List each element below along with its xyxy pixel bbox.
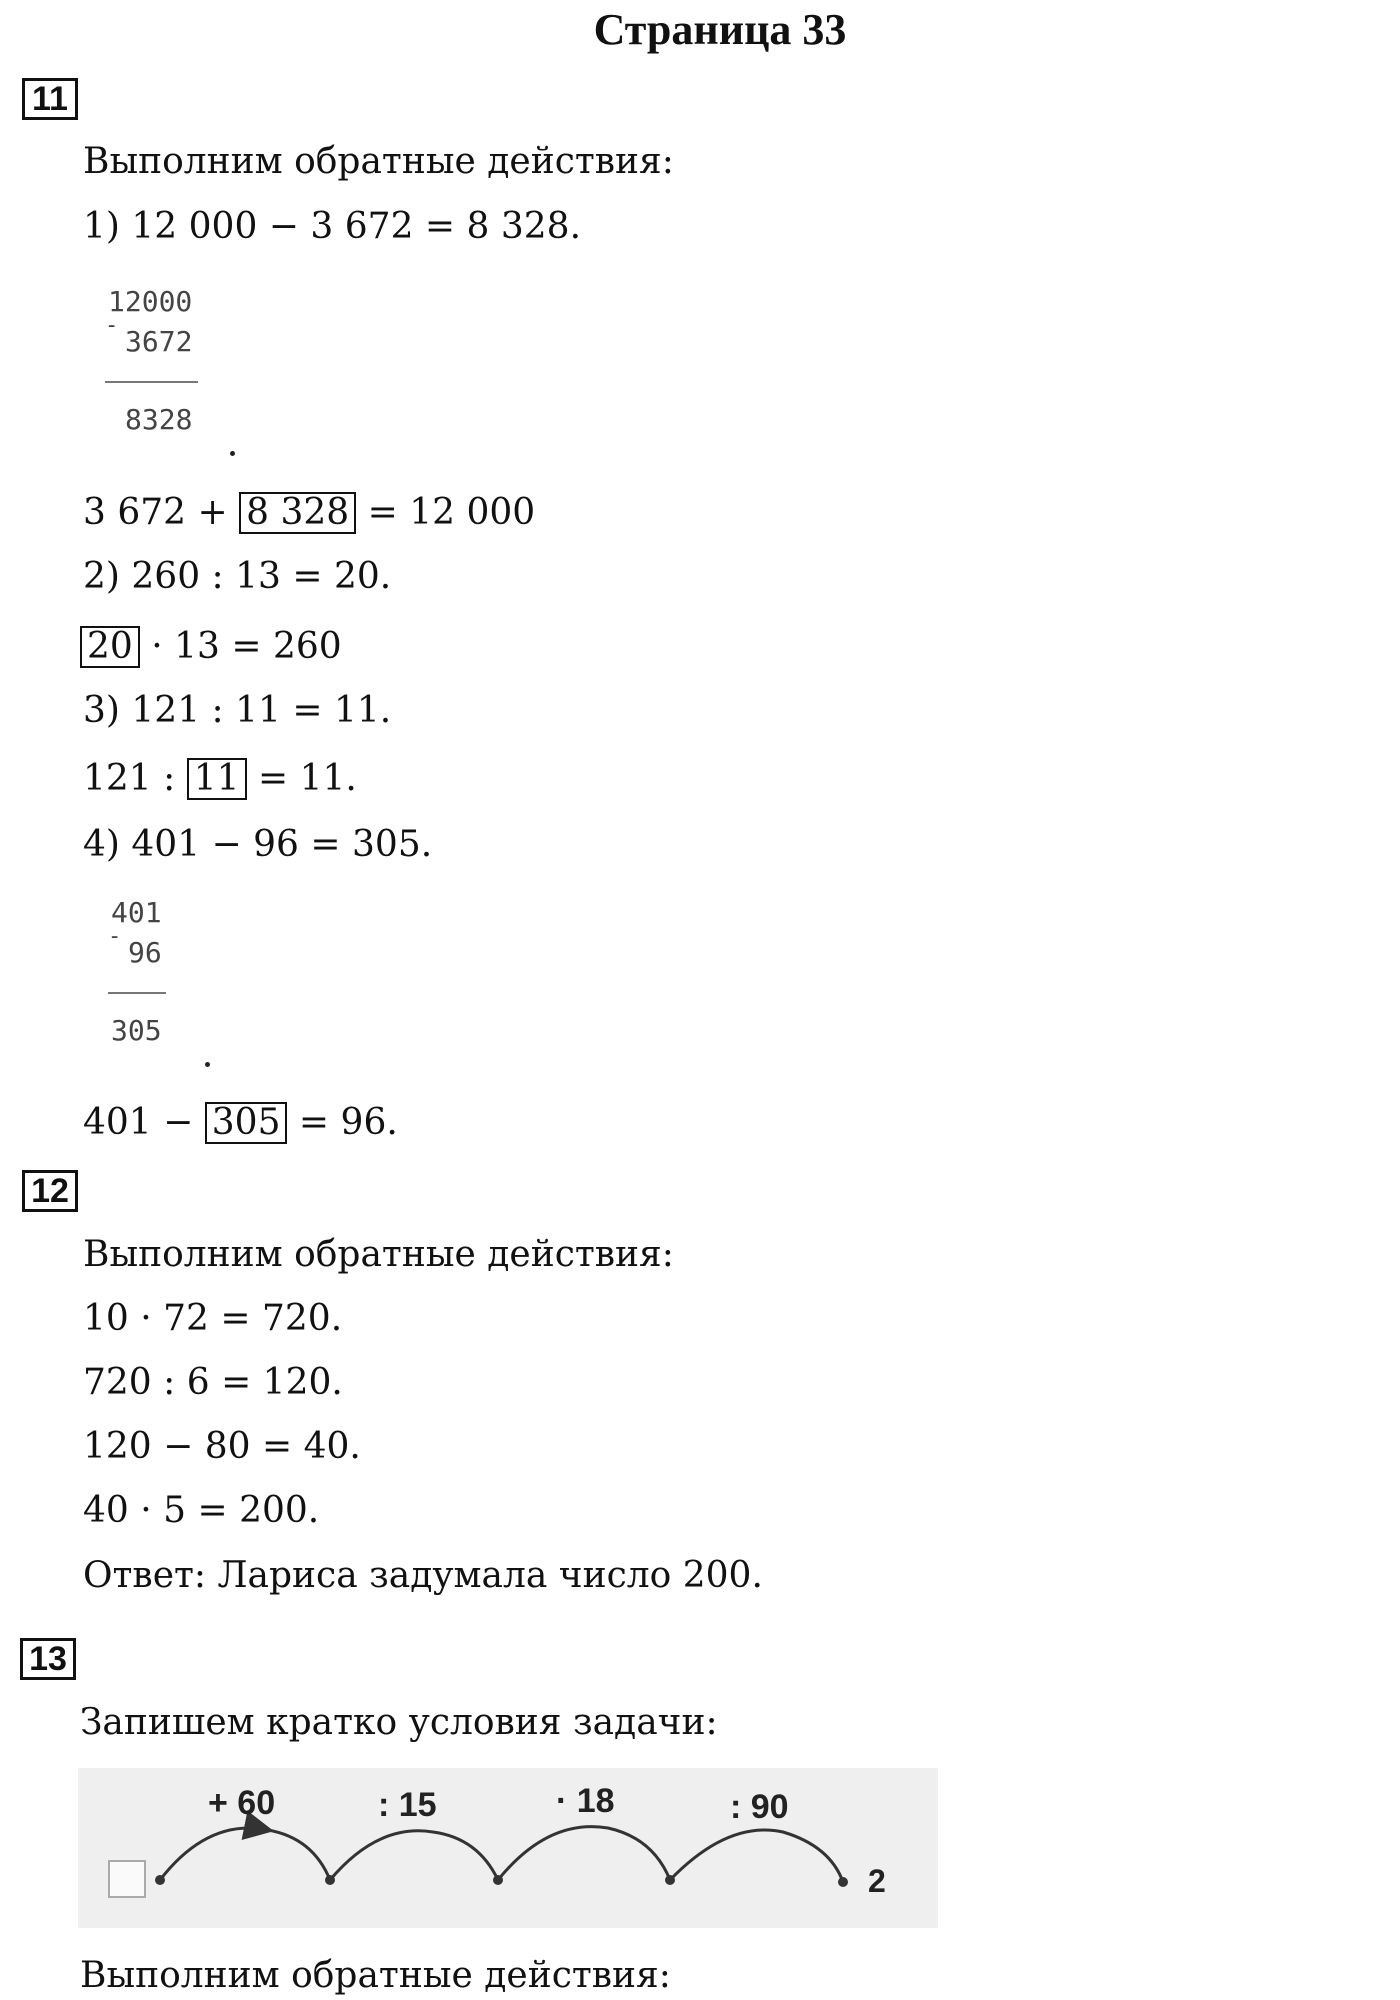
column-minuend: 12000 [108,285,193,318]
task13-outro: Выполним обратные действия: [80,1955,671,1996]
task12-line2: 720 : 6 = 120. [83,1362,343,1403]
check1-prefix: 3 672 + [83,492,240,533]
task11-intro: Выполним обратные действия: [83,141,674,182]
period-mark [230,451,235,456]
operation-label-2: : 15 [378,1786,437,1824]
arc-tail-1 [268,1830,330,1880]
check2-suffix: · 13 = 260 [139,626,342,667]
check1-answer-box: 8 328 [239,492,356,534]
operation-label-4: : 90 [730,1788,789,1826]
column-difference: 8328 [125,403,193,436]
check4-suffix: = 96. [287,1102,398,1143]
task12-line3: 120 − 80 = 40. [83,1426,361,1467]
task12-intro: Выполним обратные действия: [83,1234,674,1275]
page-title: Страница 33 [593,5,847,54]
node-start [155,1875,165,1885]
node-end [838,1877,848,1887]
arc-2 [330,1831,498,1880]
column-minus-sign: - [108,924,122,949]
period-mark [205,1062,210,1067]
column-minus-sign: - [105,313,119,338]
task11-check4 [83,1100,398,1146]
check3-answer-box: 11 [187,758,247,800]
task11-check2 [80,624,342,670]
operation-chain-diagram [78,1768,938,1928]
column-subtraction-2 [108,896,188,1056]
arc-3 [498,1827,670,1880]
result-value: 2 [868,1863,886,1899]
node-1 [325,1875,335,1885]
operation-arcs [78,1768,938,1928]
unknown-number-box [108,1860,146,1898]
operation-label-3: · 18 [556,1782,615,1820]
task11-check3 [83,756,357,802]
check4-answer-box: 305 [205,1102,288,1144]
arc-arrow-1 [160,1828,268,1880]
check2-answer-box: 20 [80,626,140,668]
column-subtraction-1 [105,285,205,445]
check3-suffix: = 11. [246,758,357,799]
check3-prefix: 121 : [83,758,187,799]
task11-check1 [83,490,535,536]
task-number-11: 11 [22,78,78,120]
column-line [105,381,198,383]
arc-4 [670,1830,843,1882]
check1-suffix: = 12 000 [356,492,536,533]
check4-prefix: 401 − [83,1102,205,1143]
column-subtrahend: 3672 [125,325,193,358]
column-minuend: 401 [111,896,162,929]
task11-step2: 2) 260 : 13 = 20. [83,556,392,597]
column-subtrahend: 96 [128,936,162,969]
task11-step4: 4) 401 − 96 = 305. [83,824,433,865]
task12-answer: Ответ: Лариса задумала число 200. [83,1555,763,1596]
node-2 [493,1875,503,1885]
task12-line4: 40 · 5 = 200. [83,1490,320,1531]
node-3 [665,1875,675,1885]
task11-step1: 1) 12 000 − 3 672 = 8 328. [83,206,582,247]
task-number-12: 12 [22,1170,78,1212]
task-number-13: 13 [20,1638,76,1680]
task13-intro: Запишем кратко условия задачи: [80,1702,718,1743]
column-difference: 305 [111,1014,162,1047]
operation-label-1: + 60 [208,1784,276,1822]
task12-line1: 10 · 72 = 720. [83,1298,343,1339]
column-line [108,992,166,994]
task11-step3: 3) 121 : 11 = 11. [83,690,392,731]
